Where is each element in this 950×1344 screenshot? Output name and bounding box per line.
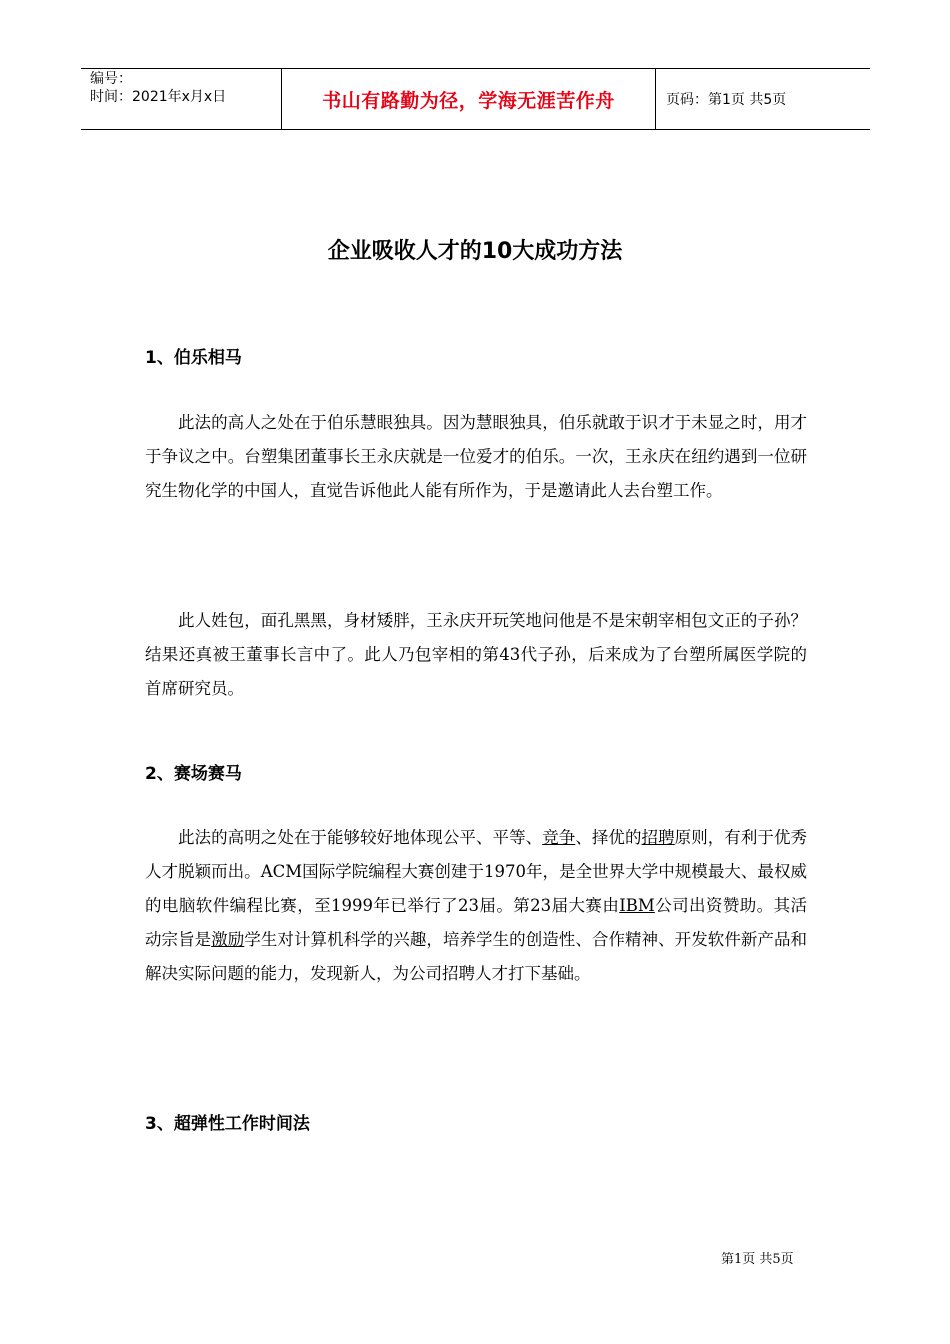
section-heading-1: 1、伯乐相马 [145,348,242,368]
section1-paragraph-2: 此人姓包，面孔黑黑，身材矮胖，王永庆开玩笑地问他是不是宋朝宰相包文正的子孙？结果还真被王董事长言中了。此人乃包宰相的第43代子孙，后来成为了台塑所属医学院的首席研究员。 [145,611,807,698]
section2-paragraph-1 [145,821,807,991]
link-incentive[interactable]: 激励 [211,930,245,949]
page-info: 页码：第1页 共5页 [666,92,787,108]
page-title: 企业吸收人才的10大成功方法 [327,239,623,264]
number-label: 编号： [90,71,132,87]
text-segment: 学生对计算机科学的兴趣，培养学生的创造性、合作精神、开发软件新产品和解决实际问题的能力，发现新人，为公司招聘人才打下基础。 [145,930,808,983]
header-motto-cell [281,69,656,129]
time-label: 时间：2021年x月x日 [90,89,227,105]
text-segment: 、择优的 [575,828,642,847]
text-segment: 原则，有利于优秀人才脱颖而出。ACM国际学院编程大赛创建于1970年，是全世界大学中规模最大、最权威的电脑软件编程比赛，至1999年已举行了23届。第23届大赛由 [145,828,808,915]
text-segment: 此法的高明之处在于能够较好地体现公平、平等、 [178,828,543,847]
document-header [81,68,870,130]
header-page-cell [656,69,870,129]
link-ibm[interactable]: IBM [619,896,655,915]
section1-paragraph-1: 此法的高人之处在于伯乐慧眼独具。因为慧眼独具，伯乐就敢于识才于未显之时，用才于争议之中。台塑集团董事长王永庆就是一位爱才的伯乐。一次，王永庆在纽约遇到一位研究生物化学的中国人，直觉告诉他此人能有所作为，于是邀请此人去台塑工作。 [145,413,807,500]
link-competition[interactable]: 竞争 [542,828,576,847]
section-heading-2: 2、赛场赛马 [145,764,242,784]
page-footer: 第1页 共5页 [721,1252,794,1267]
header-meta-cell [81,69,281,129]
text-segment: 公司出资赞助。其活动宗旨是 [145,896,808,949]
link-recruitment[interactable]: 招聘 [641,828,675,847]
motto-text: 书山有路勤为径，学海无涯苦作舟 [322,89,615,112]
section-heading-3: 3、超弹性工作时间法 [145,1114,310,1134]
